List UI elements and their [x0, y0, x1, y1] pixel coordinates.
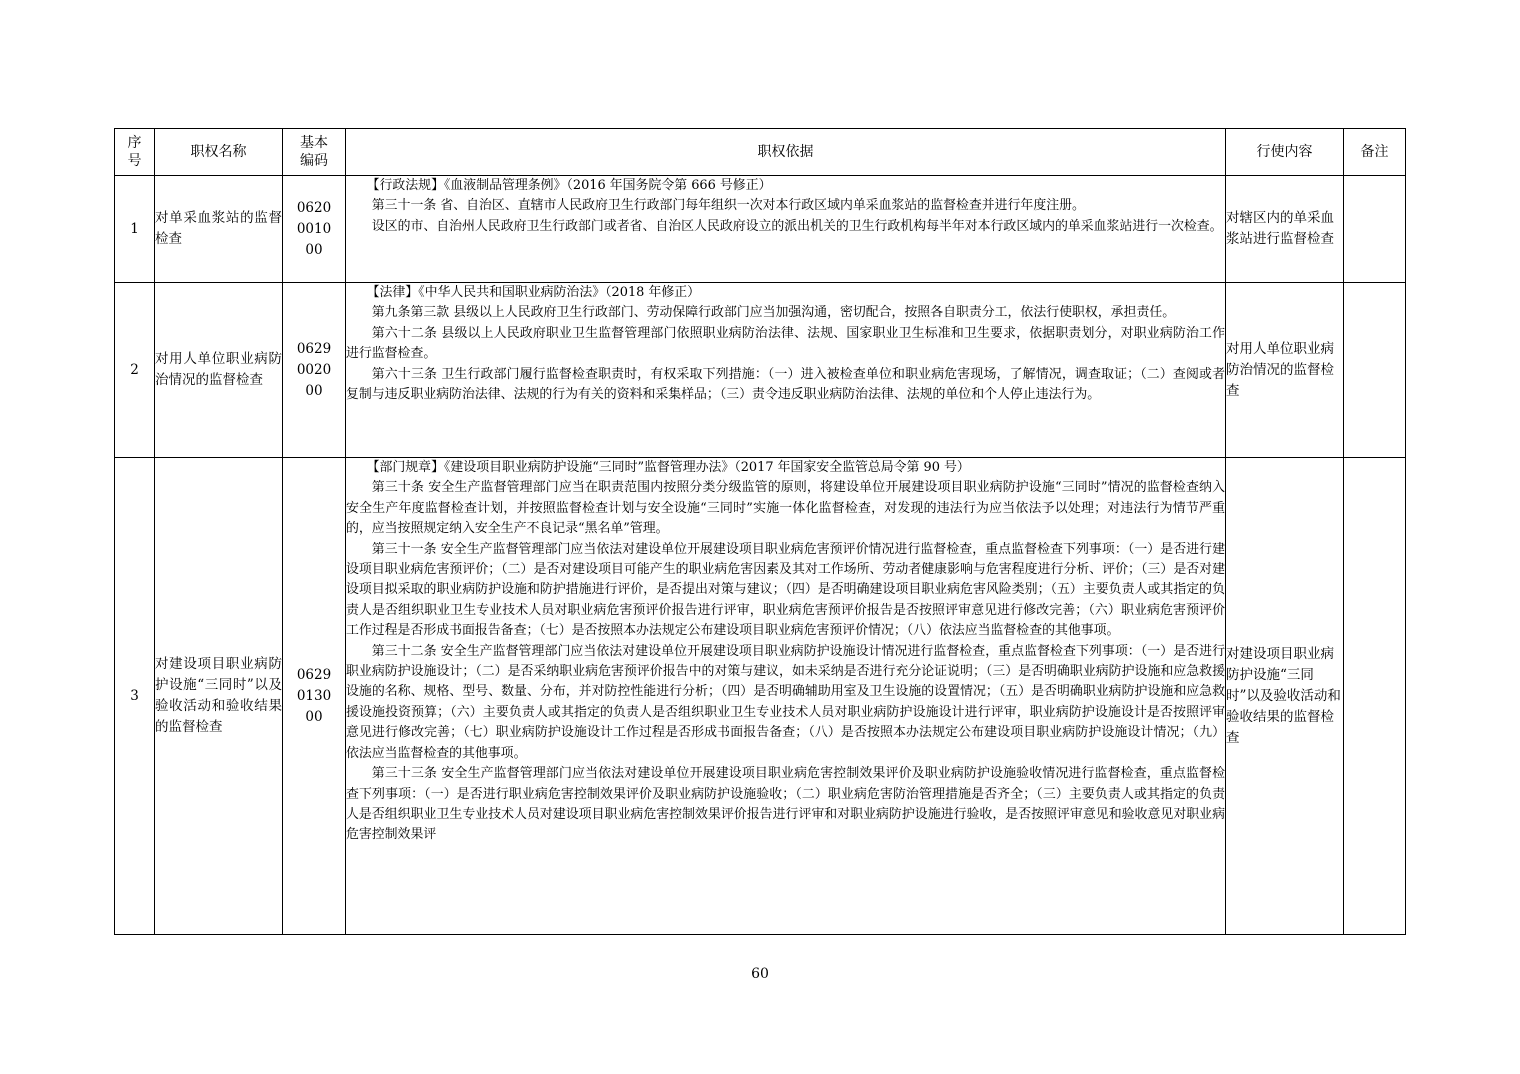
- page-number: 60: [751, 966, 769, 982]
- row-code: 0629013000: [283, 458, 346, 935]
- basis-paragraph: 【法律】《中华人民共和国职业病防治法》（2018 年修正）: [366, 285, 701, 300]
- row-content: 对用人单位职业病防治情况的监督检查: [1226, 283, 1344, 458]
- header-seq: 序号: [115, 129, 155, 176]
- row-content: 对建设项目职业病防护设施“三同时”以及验收活动和验收结果的监督检查: [1226, 458, 1344, 935]
- basis-paragraph: 设区的市、自治州人民政府卫生行政部门或者省、自治区人民政府设立的派出机关的卫生行政机构每半年对本行政区域内的单采血浆站进行一次检查。: [371, 218, 1223, 234]
- basis-paragraph: 第六十三条 卫生行政部门履行监督检查职责时，有权采取下列措施：（一）进入被检查单位和职业病危害现场，了解情况，调查取证；（二）查阅或者复制与违反职业病防治法律、法规的行为有关的资料和采集样品；（三）责令违反职业病防治法律、法规的单位和个人停止违法行为。: [346, 366, 1225, 403]
- row-basis: [346, 458, 1226, 935]
- row-code: 0629002000: [283, 283, 346, 458]
- row-basis: [346, 176, 1226, 283]
- basis-paragraph: 【部门规章】《建设项目职业病防护设施“三同时”监督管理办法》（2017 年国家安全监管总局令第 90 号）: [366, 460, 970, 475]
- row-note: [1344, 176, 1406, 283]
- row-name: 对单采血浆站的监督检查: [155, 176, 283, 283]
- header-content: 行使内容: [1226, 129, 1344, 176]
- row-seq: 2: [115, 283, 155, 458]
- basis-paragraph: 【行政法规】《血液制品管理条例》（2016 年国务院令第 666 号修正）: [366, 178, 772, 193]
- basis-paragraph: 第三十一条 安全生产监督管理部门应当依法对建设单位开展建设项目职业病危害预评价情况进行监督检查，重点监督检查下列事项：（一）是否进行建设项目职业病危害预评价；（二）是否对建设项目可能产生的职业病危害因素及其对工作场所、劳动者健康影响与危害程度进行分析、评价；（三）是否对建设项目拟采取的职业病防护设施和防护措施进行评价，是否提出对策与建议；（四）是否明确建设项目职业病危害风险类别；（五）主要负责人或其指定的负责人是否组织职业卫生专业技术人员对职业病危害预评价报告进行评审，职业病危害预评价报告是否按照评审意见进行修改完善；（六）职业病危害预评价工作过程是否形成书面报告备查；（七）是否按照本办法规定公布建设项目职业病危害预评价情况；（八）依法应当监督检查的其他事项。: [346, 541, 1225, 639]
- row-code: 0620001000: [283, 176, 346, 283]
- basis-paragraph: 第三十三条 安全生产监督管理部门应当依法对建设单位开展建设项目职业病危害控制效果评价及职业病防护设施验收情况进行监督检查，重点监督检查下列事项：（一）是否进行职业病危害控制效果评价及职业病防护设施验收；（二）职业病危害防治管理措施是否齐全；（三）主要负责人或其指定的负责人是否组织职业卫生专业技术人员对建设项目职业病危害控制效果评价报告进行评审和对职业病防护设施进行验收，是否按照评审意见和验收意见对职业病危害控制效果评: [346, 766, 1225, 843]
- table-header-row: [115, 129, 1406, 176]
- basis-paragraph: 第六十二条 县级以上人民政府职业卫生监督管理部门依照职业病防治法律、法规、国家职业卫生标准和卫生要求，依据职责划分，对职业病防治工作进行监督检查。: [346, 325, 1225, 362]
- header-note: 备注: [1344, 129, 1406, 176]
- row-seq: 1: [115, 176, 155, 283]
- row-note: [1344, 283, 1406, 458]
- header-basis: 职权依据: [346, 129, 1226, 176]
- basis-paragraph: 第九条第三款 县级以上人民政府卫生行政部门、劳动保障行政部门应当加强沟通，密切配合，按照各自职责分工，依法行使职权，承担责任。: [371, 305, 1176, 321]
- header-name: 职权名称: [155, 129, 283, 176]
- basis-paragraph: 第三十条 安全生产监督管理部门应当在职责范围内按照分类分级监管的原则，将建设单位开展建设项目职业病防护设施“三同时”情况的监督检查纳入安全生产年度监督检查计划，并按照监督检查计划与安全设施“三同时”实施一体化监督检查，对发现的违法行为应当依法予以处理；对违法行为情节严重的，应当按照规定纳入安全生产不良记录“黑名单”管理。: [346, 480, 1225, 537]
- row-content: 对辖区内的单采血浆站进行监督检查: [1226, 176, 1344, 283]
- table-row: [115, 283, 1406, 458]
- row-seq: 3: [115, 458, 155, 935]
- authority-table: [114, 128, 1406, 935]
- row-name: 对建设项目职业病防护设施“三同时”以及验收活动和验收结果的监督检查: [155, 458, 283, 935]
- header-code: 基本编码: [283, 129, 346, 176]
- table-row: [115, 176, 1406, 283]
- basis-paragraph: 第三十一条 省、自治区、直辖市人民政府卫生行政部门每年组织一次对本行政区域内单采血浆站的监督检查并进行年度注册。: [371, 198, 1085, 214]
- row-basis: [346, 283, 1226, 458]
- row-note: [1344, 458, 1406, 935]
- row-name: 对用人单位职业病防治情况的监督检查: [155, 283, 283, 458]
- table-row: [115, 458, 1406, 935]
- basis-paragraph: 第三十二条 安全生产监督管理部门应当依法对建设单位开展建设项目职业病防护设施设计情况进行监督检查，重点监督检查下列事项：（一）是否进行职业病防护设施设计；（二）是否采纳职业病危害预评价报告中的对策与建议，如未采纳是否进行充分论证说明；（三）是否明确职业病防护设施和应急救援设施的名称、规格、型号、数量、分布，并对防控性能进行分析；（四）是否明确辅助用室及卫生设施的设置情况；（五）是否明确职业病防护设施和应急救援设施投资预算；（六）主要负责人或其指定的负责人是否组织职业卫生专业技术人员对职业病防护设施设计进行评审，职业病防护设施设计是否按照评审意见进行修改完善；（七）职业病防护设施设计工作过程是否形成书面报告备查；（八）是否按照本办法规定公布建设项目职业病防护设施设计情况；（九）依法应当监督检查的其他事项。: [346, 643, 1225, 761]
